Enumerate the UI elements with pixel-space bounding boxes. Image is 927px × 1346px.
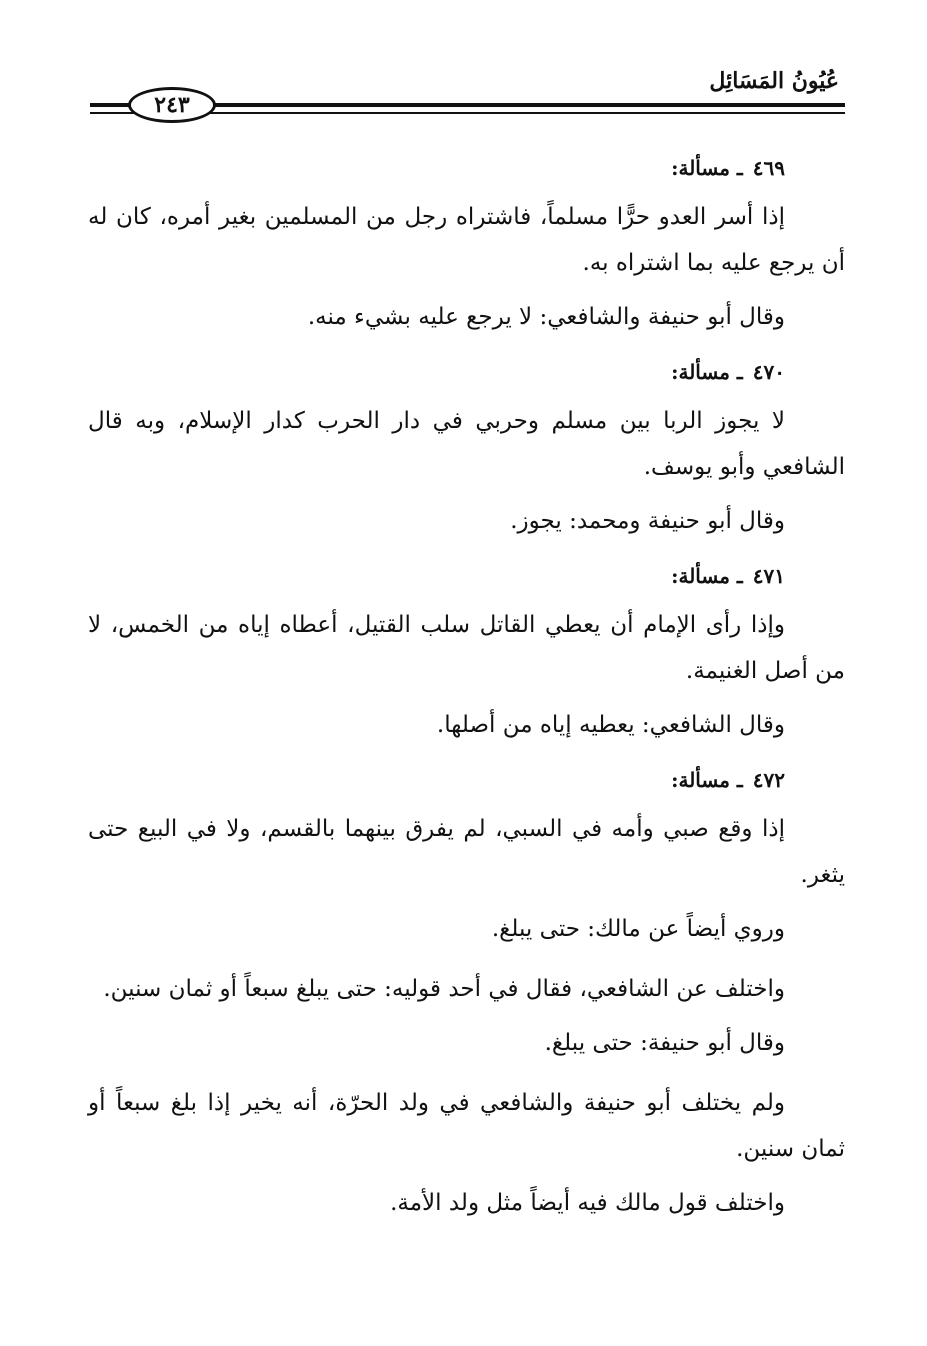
paragraph: وقال الشافعي: يعطيه إياه من أصلها. [436,712,785,738]
issue-heading [88,150,785,194]
paragraph: واختلف عن الشافعي، فقال في أحد قوليه: حتى يبلغ سبعاً أو ثمان سنين. [103,976,785,1002]
paragraph: لا يجوز الربا بين مسلم وحربي في دار الحرب كدار الإسلام، وبه قال الشافعي وأبو يوسف. [88,408,845,480]
paragraph: وقال أبو حنيفة: حتى يبلغ. [544,1030,785,1056]
issue-number: ٤٧٢ [752,768,785,792]
issue-number: ٤٧١ [752,564,785,588]
issue-number: ٤٦٩ [752,156,785,180]
issue-label: ـ مسألة: [671,360,743,384]
main-text [88,150,845,1240]
page-number: ٢٤٣ [128,87,216,123]
issue-label: ـ مسألة: [671,768,743,792]
issue-heading [88,354,785,398]
paragraph: وروي أيضاً عن مالك: حتى يبلغ. [491,916,785,942]
paragraph: إذا وقع صبي وأمه في السبي، لم يفرق بينهما بالقسم، ولا في البيع حتى يثغر. [88,816,845,888]
issue-heading [88,762,785,806]
paragraph: وقال أبو حنيفة ومحمد: يجوز. [510,508,785,534]
issue-heading [88,558,785,602]
issue-number: ٤٧٠ [752,360,785,384]
running-title: عُيُونُ المَسَائِل [709,68,839,94]
paragraph: وقال أبو حنيفة والشافعي: لا يرجع عليه بشيء منه. [307,304,785,330]
paragraph: إذا أسر العدو حرًّا مسلماً، فاشتراه رجل من المسلمين بغير أمره، كان له أن يرجع عليه بما اشتراه به. [88,204,845,276]
paragraph: واختلف قول مالك فيه أيضاً مثل ولد الأمة. [390,1190,785,1216]
issue-label: ـ مسألة: [671,156,743,180]
issue-label: ـ مسألة: [671,564,743,588]
paragraph: ولم يختلف أبو حنيفة والشافعي في ولد الحرّة، أنه يخير إذا بلغ سبعاً أو ثمان سنين. [88,1090,845,1162]
paragraph: وإذا رأى الإمام أن يعطي القاتل سلب القتيل، أعطاه إياه من الخمس، لا من أصل الغنيمة. [88,612,845,684]
